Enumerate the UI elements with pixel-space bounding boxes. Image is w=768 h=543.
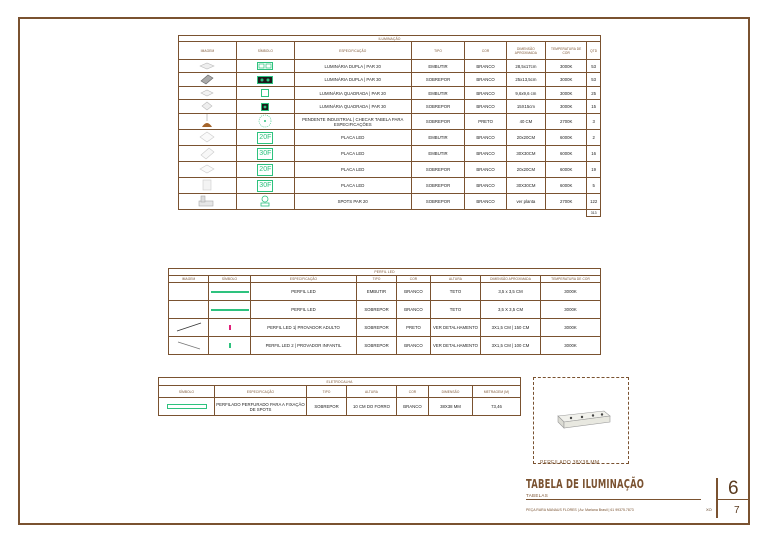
table-row: PERFIL LED SOBREPOR BRANCO TETO 3,5 X 3,5 CM 3000K bbox=[169, 301, 601, 319]
led-panel-symbol: 30F bbox=[257, 148, 273, 160]
fixture-image bbox=[197, 88, 217, 99]
col-header-altura: ALTURA bbox=[431, 276, 481, 283]
col-header-cor: COR bbox=[397, 276, 431, 283]
table-row: 20F PLACA LED EMBUTIR BRANCO 20x20CM 6000K 2 bbox=[179, 130, 601, 146]
table-row: 30F PLACA LED EMBUTIR BRANCO 30X30CM 6000K 16 bbox=[179, 146, 601, 162]
cable-tray-table bbox=[158, 377, 521, 416]
divider bbox=[526, 499, 701, 500]
col-header-qtd: QTD bbox=[587, 42, 601, 60]
spot-symbol bbox=[259, 204, 271, 209]
table-row: PERFIL LED 2 | PROVADOR INFANTIL SOBREPOR BRANCO VER DETALHAMENTO 3X1,5 CM | 100 CM 3000K bbox=[169, 337, 601, 355]
table-row: PENDENTE INDUSTRIAL | CHECAR TABELA PARA ESPECIFICAÇÕES SOBREPOR PRETO 40 CM 2700K 3 bbox=[179, 114, 601, 130]
led-profile-symbol bbox=[211, 291, 249, 293]
table-row: LUMINÁRIA QUADRADA | PAR 30 SOBREPOR BRANCO 15X15cm 3000K 15 bbox=[179, 100, 601, 114]
col-header-cor: COR bbox=[465, 42, 506, 60]
page-total: 7 bbox=[734, 505, 740, 516]
pink-mark-icon bbox=[229, 325, 231, 330]
col-header-especificacao: ESPECIFICAÇÃO bbox=[251, 276, 357, 283]
table-row: LUMINÁRIA DUPLA | PAR 30 SOBREPOR BRANCO 25x13,5cm 3000K 53 bbox=[179, 73, 601, 87]
led-panel-symbol: 30F bbox=[257, 180, 273, 192]
fixture-image bbox=[196, 194, 218, 209]
cable-tray-symbol bbox=[167, 404, 207, 409]
led-profile-caption: PERFIL LED bbox=[169, 269, 601, 276]
fixture-image bbox=[197, 114, 217, 129]
lighting-table bbox=[178, 35, 601, 217]
col-header-imagem: IMAGEM bbox=[179, 42, 237, 60]
perfilado-image bbox=[534, 378, 630, 465]
fixture-image bbox=[197, 130, 217, 145]
square-luminaire-filled-symbol bbox=[261, 103, 269, 111]
table-row: PERFILADO PERFURADO PARA A FIXAÇÃO DE SPOTS SOBREPOR 10 CM DO FORRO BRANCO 38X38 MM 73,46 bbox=[159, 398, 521, 416]
table-row: LUMINÁRIA DUPLA | PAR 20 EMBUTIR BRANCO 28,5x17cm 3000K 53 bbox=[179, 60, 601, 73]
col-header-altura: ALTURA bbox=[347, 386, 397, 398]
col-header-temperatura: TEMPERATURA DE COR bbox=[541, 276, 601, 283]
led-profile-table bbox=[168, 268, 601, 355]
col-header-simbolo: SÍMBOLO bbox=[209, 276, 251, 283]
total-count: 313 bbox=[587, 210, 601, 217]
sheet-subtitle: TABELAS bbox=[526, 493, 549, 498]
page-number: 6 bbox=[728, 478, 739, 499]
sheet-title: TABELA DE ILUMINAÇÃO bbox=[526, 477, 645, 491]
fixture-image bbox=[197, 100, 217, 113]
detail-label: PERFILADO 38X38 MM bbox=[540, 460, 600, 466]
col-header-tipo: TIPO bbox=[411, 42, 465, 60]
col-header-dimensao: DIMENSÃO APROXIMADA bbox=[506, 42, 545, 60]
col-header-simbolo: SÍMBOLO bbox=[236, 42, 294, 60]
col-header-tipo: TIPO bbox=[307, 386, 347, 398]
dual-luminaire-symbol bbox=[257, 62, 273, 70]
col-header-imagem: IMAGEM bbox=[169, 276, 209, 283]
table-row: SPOTS PAR 20 SOBREPOR BRANCO ver planta 2700K 122 bbox=[179, 194, 601, 210]
total-row bbox=[179, 210, 601, 217]
lighting-table-caption: ILUMINAÇÃO bbox=[179, 36, 601, 42]
dual-luminaire-filled-symbol bbox=[257, 76, 273, 84]
led-panel-symbol: 20F bbox=[257, 164, 273, 176]
table-row: PERFIL LED 1| PROVADOR ADULTO SOBREPOR PRETO VER DETALHAMENTO 3X1,5 CM | 150 CM 3000K bbox=[169, 319, 601, 337]
fixture-image bbox=[197, 146, 217, 161]
green-mark-icon bbox=[229, 343, 231, 348]
led-panel-symbol: 20F bbox=[257, 132, 273, 144]
col-header-metragem: METRAGEM (M) bbox=[473, 386, 521, 398]
col-header-dimensao: DIMENSÃO APROXIMADA bbox=[481, 276, 541, 283]
cable-tray-caption: ELETROCALHA bbox=[159, 378, 521, 386]
fixture-image bbox=[197, 61, 217, 72]
led-profile-image bbox=[174, 321, 204, 333]
col-header-simbolo: SÍMBOLO bbox=[159, 386, 215, 398]
table-row: 20F PLACA LED SOBREPOR BRANCO 20x20CM 6000K 19 bbox=[179, 162, 601, 178]
fixture-image bbox=[197, 178, 217, 193]
led-profile-image bbox=[174, 339, 204, 351]
sheet-footer: PEÇA RARA MANAUS FLORES | Av. Mariana Brasil | 61 99375.7873 bbox=[526, 508, 634, 512]
table-row: 30F PLACA LED SOBREPOR BRANCO 30X30CM 6000K 5 bbox=[179, 178, 601, 194]
pendant-symbol bbox=[258, 124, 272, 129]
col-header-especificacao: ESPECIFICAÇÃO bbox=[215, 386, 307, 398]
table-row: LUMINÁRIA QUADRADA | PAR 20 EMBUTIR BRANCO 9,6x9,6 cm 3000K 25 bbox=[179, 87, 601, 100]
table-row: PERFIL LED EMBUTIR BRANCO TETO 3,5 x 3,5 CM 3000K bbox=[169, 283, 601, 301]
led-profile-symbol bbox=[211, 309, 249, 311]
perfilado-detail-box bbox=[533, 377, 629, 464]
sheet-code: XO bbox=[706, 507, 712, 512]
col-header-temperatura: TEMPERATURA DE COR bbox=[546, 42, 587, 60]
square-luminaire-symbol bbox=[261, 89, 269, 97]
divider bbox=[716, 478, 718, 518]
fixture-image bbox=[197, 163, 217, 176]
fixture-image bbox=[197, 73, 217, 86]
col-header-dimensao: DIMENSÃO bbox=[429, 386, 473, 398]
col-header-cor: COR bbox=[397, 386, 429, 398]
col-header-especificacao: ESPECIFICAÇÃO bbox=[294, 42, 411, 60]
col-header-tipo: TIPO bbox=[357, 276, 397, 283]
